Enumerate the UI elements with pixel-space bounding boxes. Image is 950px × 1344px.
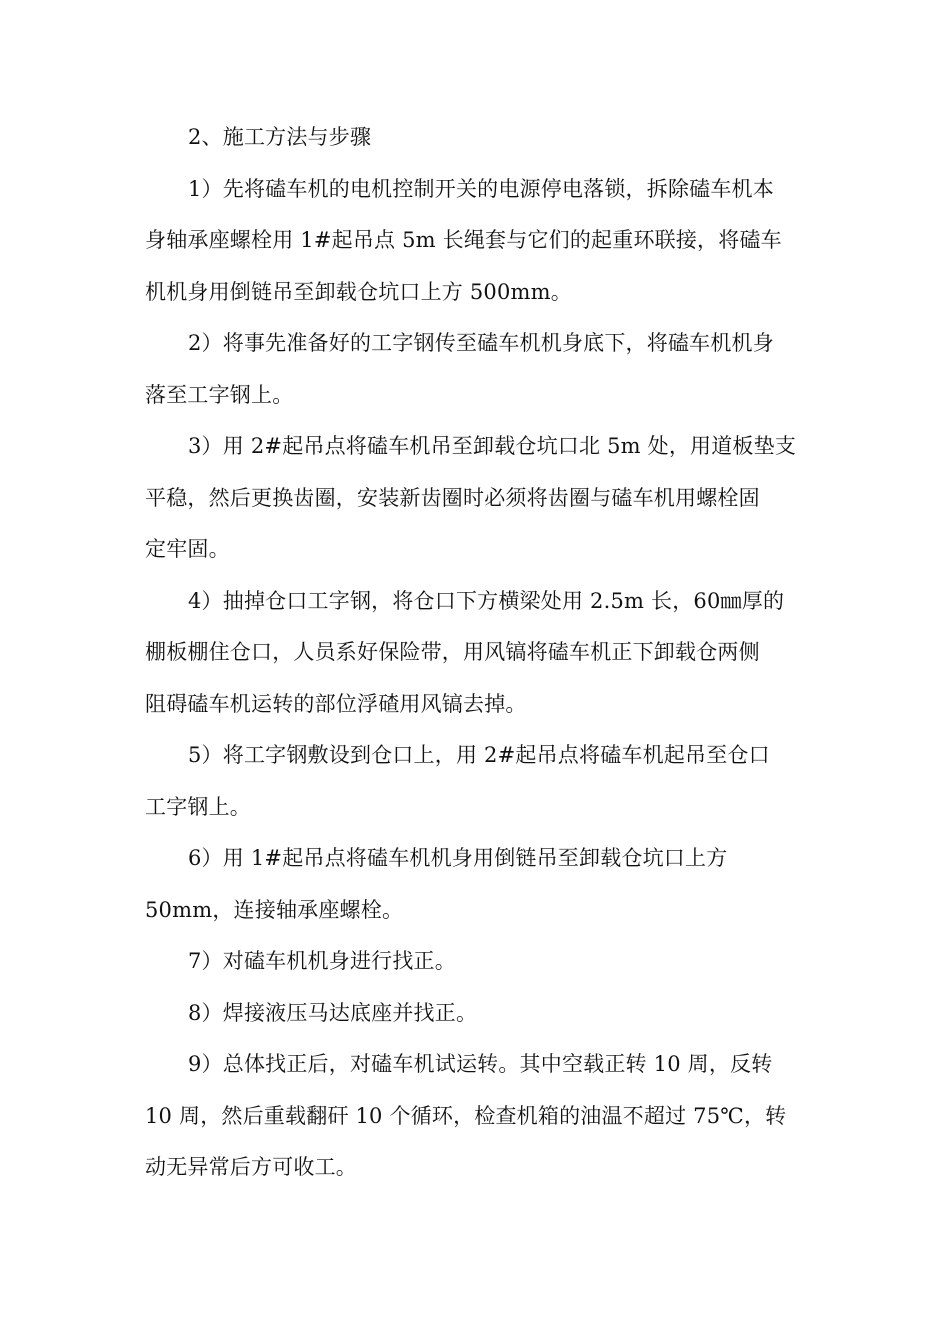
step-7-line-1: 7）对磕车机机身进行找正。 <box>188 949 456 973</box>
step-2-line-2: 落至工字钢上。 <box>145 382 294 407</box>
step-4-line-3: 阻碍磕车机运转的部位浮碴用风镐去掉。 <box>145 691 527 716</box>
step-9-line-2: 10 周，然后重载翻矸 10 个循环，检查机箱的油温不超过 75℃，转 <box>145 1103 787 1128</box>
step-8-line-1: 8）焊接液压马达底座并找正。 <box>188 1000 478 1025</box>
step-1-line-1: 1）先将磕车机的电机控制开关的电源停电落锁，拆除磕车机本 <box>188 176 774 201</box>
step-9-line-3: 动无异常后方可收工。 <box>145 1155 357 1179</box>
step-4-line-2: 棚板棚住仓口，人员系好保险带，用风镐将磕车机正下卸载仓两侧 <box>145 640 760 664</box>
step-1-line-2: 身轴承座螺栓用 1#起吊点 5m 长绳套与它们的起重环联接，将磕车 <box>145 228 782 252</box>
step-3-line-1: 3）用 2#起吊点将磕车机吊至卸载仓坑口北 5m 处，用道板垫支 <box>188 434 797 458</box>
step-6-line-1: 6）用 1#起吊点将磕车机机身用倒链吊至卸载仓坑口上方 <box>188 846 728 870</box>
document-body <box>145 117 805 1199</box>
step-1-line-3: 机机身用倒链吊至卸载仓坑口上方 500mm。 <box>145 279 572 304</box>
section-heading: 2、施工方法与步骤 <box>188 125 372 149</box>
step-4-line-1: 4）抽掉仓口工字钢，将仓口下方横梁处用 2.5m 长，60㎜厚的 <box>188 588 785 613</box>
step-3-line-3: 定牢固。 <box>145 537 230 561</box>
step-5-line-2: 工字钢上。 <box>145 794 251 819</box>
step-2-line-1: 2）将事先准备好的工字钢传至磕车机机身底下，将磕车机机身 <box>188 331 774 355</box>
step-6-line-2: 50mm，连接轴承座螺栓。 <box>145 897 404 922</box>
step-3-line-2: 平稳，然后更换齿圈，安装新齿圈时必须将齿圈与磕车机用螺栓固 <box>145 485 760 510</box>
step-5-line-1: 5）将工字钢敷设到仓口上，用 2#起吊点将磕车机起吊至仓口 <box>188 743 770 767</box>
step-9-line-1: 9）总体找正后，对磕车机试运转。其中空载正转 10 周，反转 <box>188 1052 773 1076</box>
